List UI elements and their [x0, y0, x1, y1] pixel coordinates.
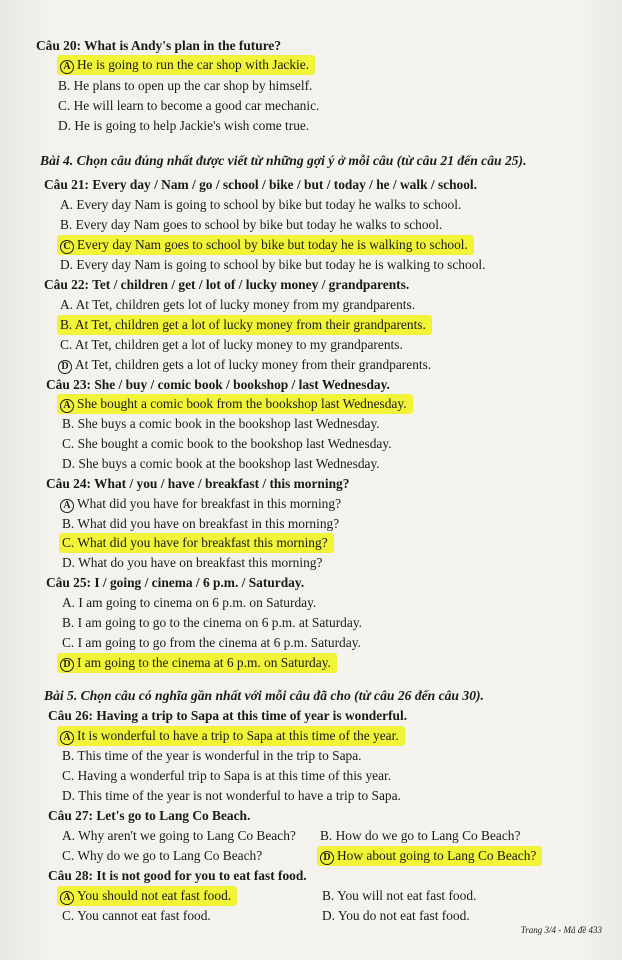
q21-option-d: D. Every day Nam is going to school by bike but today he is walking to school. [60, 257, 486, 272]
q24-option-d: D. What do you have on breakfast this morning? [62, 555, 323, 570]
q23-option-a: A She bought a comic book from the bookshop last Wednesday. [58, 396, 412, 413]
answer-circle-mark: D [58, 360, 72, 374]
question-24-title: Câu 24: What / you / have / breakfast / this morning? [46, 476, 350, 491]
answer-circle-mark: D [320, 851, 334, 865]
answer-circle-mark: A [60, 499, 74, 513]
q28-option-a: A You should not eat fast food. [58, 888, 236, 905]
question-25-title: Câu 25: I / going / cinema / 6 p.m. / Saturday. [46, 575, 305, 590]
question-28-title: Câu 28: It is not good for you to eat fast food. [48, 868, 307, 883]
q21-option-a: A. Every day Nam is going to school by bike but today he walks to school. [60, 197, 462, 212]
q28-option-d: D. You do not eat fast food. [322, 908, 470, 923]
q23-option-d: D. She buys a comic book at the bookshop last Wednesday. [62, 456, 380, 471]
q22-option-b: B. At Tet, children get a lot of lucky money from their grandparents. [58, 317, 431, 333]
q22-option-c: C. At Tet, children get a lot of lucky money to my grandparents. [60, 337, 403, 352]
q23-option-c: C. She bought a comic book to the bookshop last Wednesday. [62, 436, 392, 451]
q28-option-b: B. You will not eat fast food. [322, 888, 477, 903]
answer-circle-mark: C [60, 240, 74, 254]
question-27-title: Câu 27: Let's go to Lang Co Beach. [48, 808, 251, 823]
q25-option-a: A. I am going to cinema on 6 p.m. on Saturday. [62, 595, 317, 610]
answer-circle-mark: D [60, 658, 74, 672]
question-23-title: Câu 23: She / buy / comic book / bookshop / last Wednesday. [46, 377, 390, 392]
q22-option-d: D At Tet, children gets a lot of lucky money from their grandparents. [58, 357, 431, 374]
q22-option-a: A. At Tet, children gets lot of lucky money from my grandparents. [60, 297, 416, 312]
q26-option-c: C. Having a wonderful trip to Sapa is at this time of this year. [62, 768, 392, 783]
q21-option-b: B. Every day Nam goes to school by bike but today he walks to school. [60, 217, 443, 232]
q27-option-c: C. Why do we go to Lang Co Beach? [62, 848, 263, 863]
answer-circle-mark: A [60, 60, 74, 74]
q24-option-c: C. What did you have for breakfast this morning? [60, 535, 333, 551]
section-4-heading: Bài 4. Chọn câu đúng nhất được viết từ những gợi ý ở mỗi câu (từ câu 21 đến câu 25). [40, 153, 527, 168]
q25-option-b: B. I am going to go to the cinema on 6 p.m. at Saturday. [62, 615, 362, 630]
question-20-title: Câu 20: What is Andy's plan in the future? [36, 38, 282, 53]
answer-circle-mark: A [60, 399, 74, 413]
q20-option-a: A He is going to run the car shop with Jackie. [58, 57, 314, 74]
page-footer: Trang 3/4 - Mã đề 433 [520, 925, 602, 935]
q23-option-b: B. She buys a comic book in the bookshop last Wednesday. [62, 416, 380, 431]
question-21-title: Câu 21: Every day / Nam / go / school / bike / but / today / he / walk / school. [44, 177, 478, 192]
q27-option-a: A. Why aren't we going to Lang Co Beach? [62, 828, 296, 843]
q20-option-c: C. He will learn to become a good car mechanic. [58, 98, 320, 113]
q20-option-b: B. He plans to open up the car shop by himself. [58, 78, 313, 93]
q25-option-c: C. I am going to go from the cinema at 6 p.m. Saturday. [62, 635, 361, 650]
q21-option-c: C Every day Nam goes to school by bike but today he is walking to school. [58, 237, 473, 254]
q26-option-d: D. This time of the year is not wonderful to have a trip to Sapa. [62, 788, 401, 803]
answer-circle-mark: A [60, 891, 74, 905]
q20-option-d: D. He is going to help Jackie's wish come true. [58, 118, 310, 133]
section-5-heading: Bài 5. Chọn câu có nghĩa gần nhất với mỗi câu đã cho (từ câu 26 đến câu 30). [44, 688, 484, 703]
q25-option-d: D I am going to the cinema at 6 p.m. on Saturday. [58, 655, 336, 672]
q24-option-a: A What did you have for breakfast in this morning? [60, 496, 341, 513]
q27-option-d: D How about going to Lang Co Beach? [318, 848, 541, 865]
q24-option-b: B. What did you have on breakfast in this morning? [62, 516, 340, 531]
q27-option-b: B. How do we go to Lang Co Beach? [320, 828, 521, 843]
answer-circle-mark: A [60, 731, 74, 745]
question-22-title: Câu 22: Tet / children / get / lot of / lucky money / grandparents. [44, 277, 410, 292]
q26-option-b: B. This time of the year is wonderful in the trip to Sapa. [62, 748, 362, 763]
q26-option-a: A It is wonderful to have a trip to Sapa at this time of the year. [58, 728, 404, 745]
question-26-title: Câu 26: Having a trip to Sapa at this time of year is wonderful. [48, 708, 408, 723]
q28-option-c: C. You cannot eat fast food. [62, 908, 211, 923]
